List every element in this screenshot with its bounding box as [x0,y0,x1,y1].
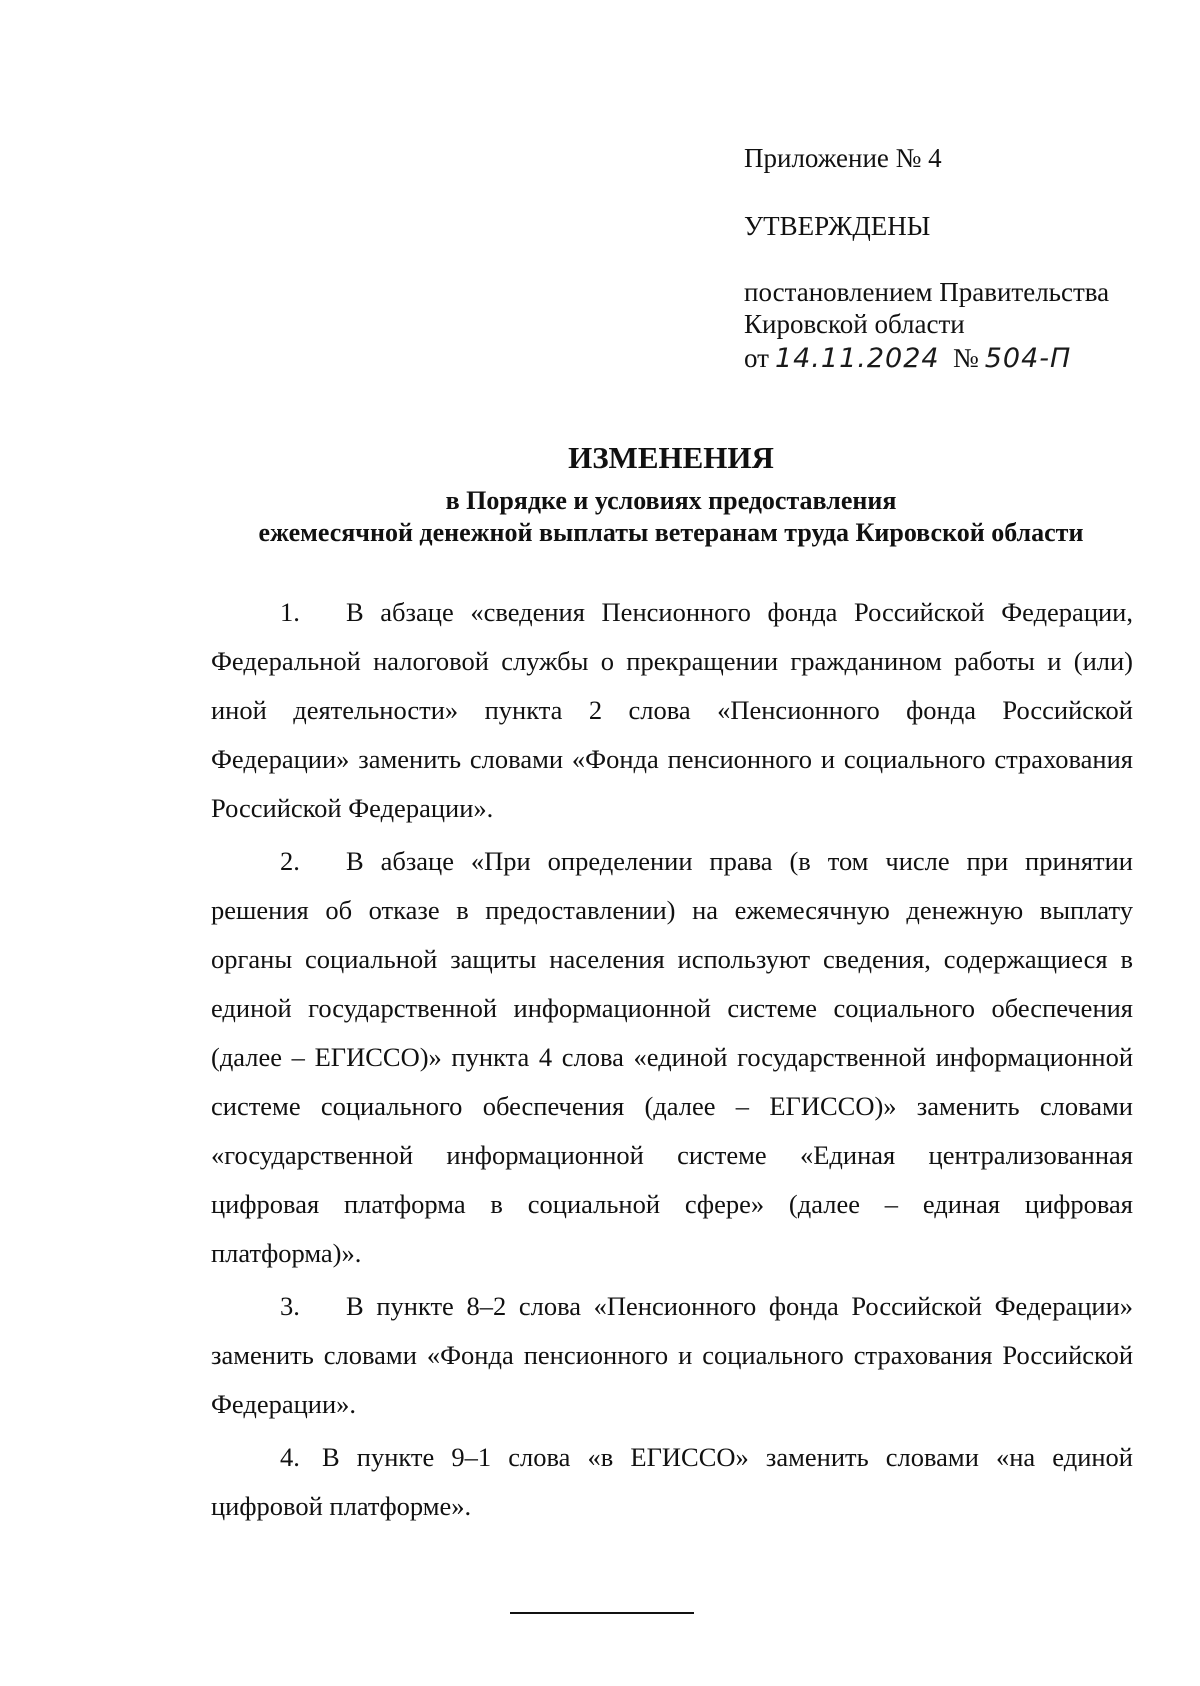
document-body [211,588,1133,1535]
decree-issuer-line2: Кировской области [744,309,965,339]
approved-label: УТВЕРЖДЕНЫ [744,211,931,241]
title-heading: ИЗМЕНЕНИЯ [568,440,774,475]
paragraph-item [211,1433,1133,1531]
number-prefix: № [952,343,979,373]
appendix-label: Приложение № 4 [744,143,942,173]
decree-issuer-line1: постановлением Правительства [744,277,1110,307]
title-subheading-line2: ежемесячной денежной выплаты ветеранам труда Кировской области [258,518,1084,547]
handwritten-number: 504-П [984,343,1072,374]
date-prefix: от [744,343,769,373]
paragraph-item [211,1282,1133,1429]
handwritten-date: 14.11.2024 [774,343,940,374]
paragraph-text: В пункте 8–2 слова «Пенсионного фонда Российской Федерации» заменить словами «Фонда пенсионного и социального страхования Российской Федерации». [211,1291,1133,1419]
paragraph-item [211,588,1133,833]
paragraph-text: В абзаце «сведения Пенсионного фонда Российской Федерации, Федеральной налоговой службы о прекращении гражданином работы и (или) иной деятельности» пункта 2 слова «Пенсионного фонда Российской Федерации» заменить словами «Фонда пенсионного и социального страхования Российской Федерации». [211,597,1133,823]
paragraph-item [211,837,1133,1278]
title-subheading-line1: в Порядке и условиях предоставления [445,486,897,515]
paragraph-text: В абзаце «При определении права (в том числе при принятии решения об отказе в предоставлении) на ежемесячную денежную выплату органы социальной защиты населения используют сведения, содержащиеся в единой государственной информационной системе социального обеспечения (далее – ЕГИССО)» пункта 4 слова «единой государственной информационной системе социального обеспечения (далее – ЕГИССО)» заменить словами «государственной информационной системе «Единая централизованная цифровая платформа в социальной сфере» (далее – единая цифровая платформа)». [211,846,1133,1268]
decree-date-number-line [744,342,1071,375]
paragraph-number: 2. [280,846,300,876]
paragraph-text: В пункте 9–1 слова «в ЕГИССО» заменить словами «на единой цифровой платформе». [211,1442,1133,1521]
paragraph-number: 4. [280,1442,300,1472]
paragraph-number: 1. [280,597,300,627]
paragraph-number: 3. [280,1291,300,1321]
end-separator-line [510,1612,694,1614]
